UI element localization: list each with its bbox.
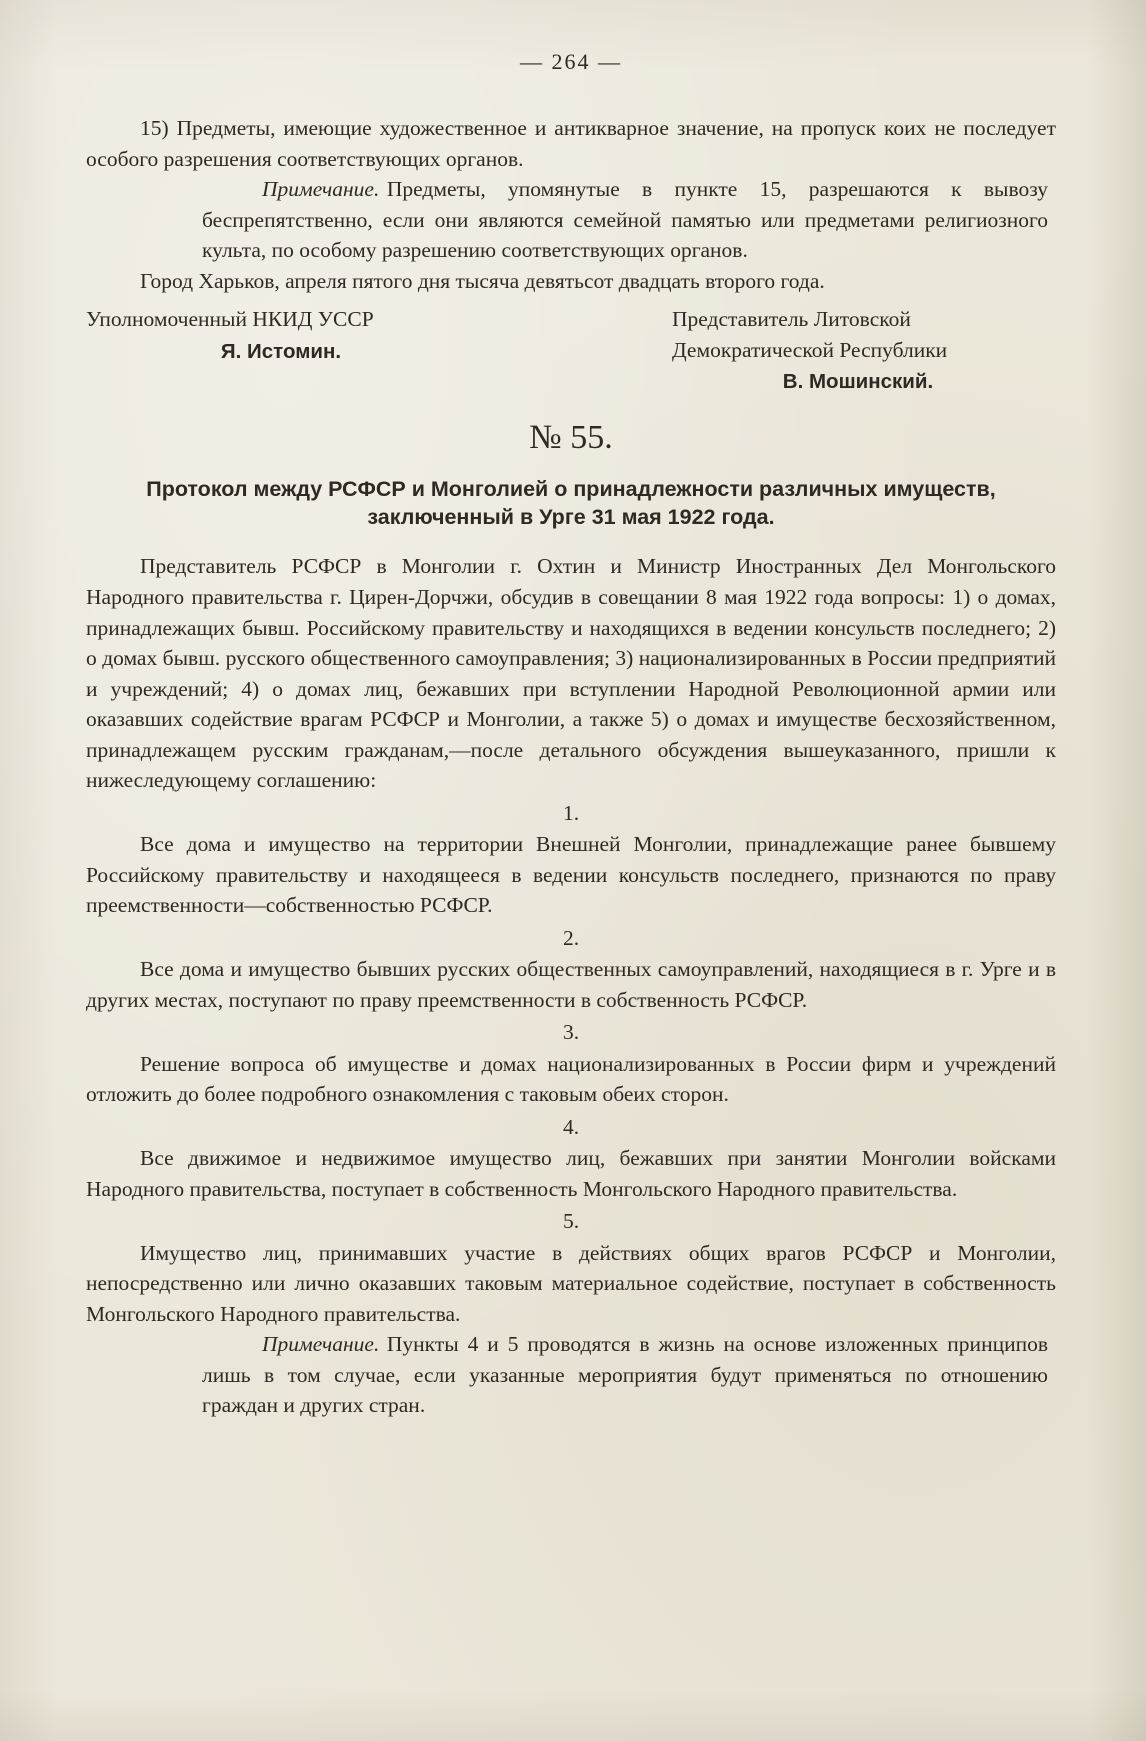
protocol-note-label: Примечание. — [262, 1332, 380, 1357]
article-5-number: 5. — [562, 1209, 580, 1234]
article-5-text: Имущество лиц, принимавших участие в действиях общих врагов РСФСР и Монголии, непосредственно или лично оказавших таковым материальное содействие, поступает в собственность Монгольского Народного правительства. — [86, 1240, 1056, 1326]
article-1-number: 1. — [562, 800, 580, 825]
treaty-item-15: 15) Предметы, имеющие художественное и антикварное значение, на пропуск коих не последует особого разрешения соответствующих органов. — [86, 116, 1056, 171]
article-4-number: 4. — [562, 1114, 580, 1139]
page-number: — 264 — — [520, 49, 622, 74]
treaty-note-label: Примечание. — [262, 177, 380, 202]
signatory-right-title: Представитель Литовской Демократической Республики — [672, 307, 948, 362]
signatory-left — [86, 304, 476, 366]
signature-block — [86, 304, 1056, 396]
place-date-line: Город Харьков, апреля пятого дня тысяча девятьсот двадцать второго года. — [140, 268, 825, 293]
document-number: № 55. — [529, 419, 613, 457]
document-title: Протокол между РСФСР и Монголией о принадлежности различных имуществ, заключенный в Урге 31 мая 1922 года. — [146, 476, 996, 530]
article-3-number: 3. — [562, 1020, 580, 1045]
article-4-text: Все движимое и недвижимое имущество лиц, бежавших при занятии Монголии войсками Народного правительства, поступает в собственность Монгольского Народного правительства. — [86, 1146, 1056, 1201]
article-3-text: Решение вопроса об имуществе и домах национализированных в России фирм и учреждений отложить до более подробного ознакомления с таковым обеих сторон. — [86, 1051, 1056, 1107]
article-1-text: Все дома и имущество на территории Внешней Монголии, принадлежащие ранее бывшему Российскому правительству и находящееся в ведении консульств последнего, признаются по праву преемственности—собственностью РСФСР. — [86, 832, 1056, 918]
article-2-text: Все дома и имущество бывших русских общественных самоуправлений, находящиеся в г. Урге и в других местах, поступают по праву преемственности в собственность РСФСР. — [86, 957, 1056, 1012]
treaty-note — [202, 174, 1048, 266]
signatory-right — [672, 304, 1044, 396]
treaty-note-text: Предметы, упомянутые в пункте 15, разрешаются к вывозу беспрепятственно, если они являются семейной памятью или предметами религиозного культа, по особому разрешению соответствующих органов. — [202, 177, 1048, 263]
protocol-note — [202, 1329, 1048, 1421]
signatory-right-name: В. Мошинский. — [782, 370, 934, 394]
signatory-left-name: Я. Истомин. — [220, 339, 342, 363]
protocol-note-text: Пункты 4 и 5 проводятся в жизнь на основе изложенных принципов лишь в том случае, если указанные мероприятия будут применяться по отношению граждан и других стран. — [202, 1332, 1048, 1418]
protocol-preamble: Представитель РСФСР в Монголии г. Охтин и Министр Иностранных Дел Монгольского Народного правительства г. Цирен-Дорчжи, обсудив в совещании 8 мая 1922 года вопросы: 1) о домах, принадлежащих бывш. Российскому правительству и находящихся в ведении консульств последнего; 2) о домах бывш. русского общественного самоуправления; 3) национализированных в России предприятий и учреждений; 4) о домах лиц, бежавших при вступлении Народной Революционной армии или оказавших содействие врагам РСФСР и Монголии, а также 5) о домах и имуществе бесхозяйственном, принадлежащем русским гражданам,—после детального обсуждения вышеуказанного, пришли к нижеследующему соглашению: — [86, 554, 1056, 793]
signatory-left-title: Уполномоченный НКИД УССР — [86, 307, 374, 332]
article-2-number: 2. — [562, 925, 580, 950]
